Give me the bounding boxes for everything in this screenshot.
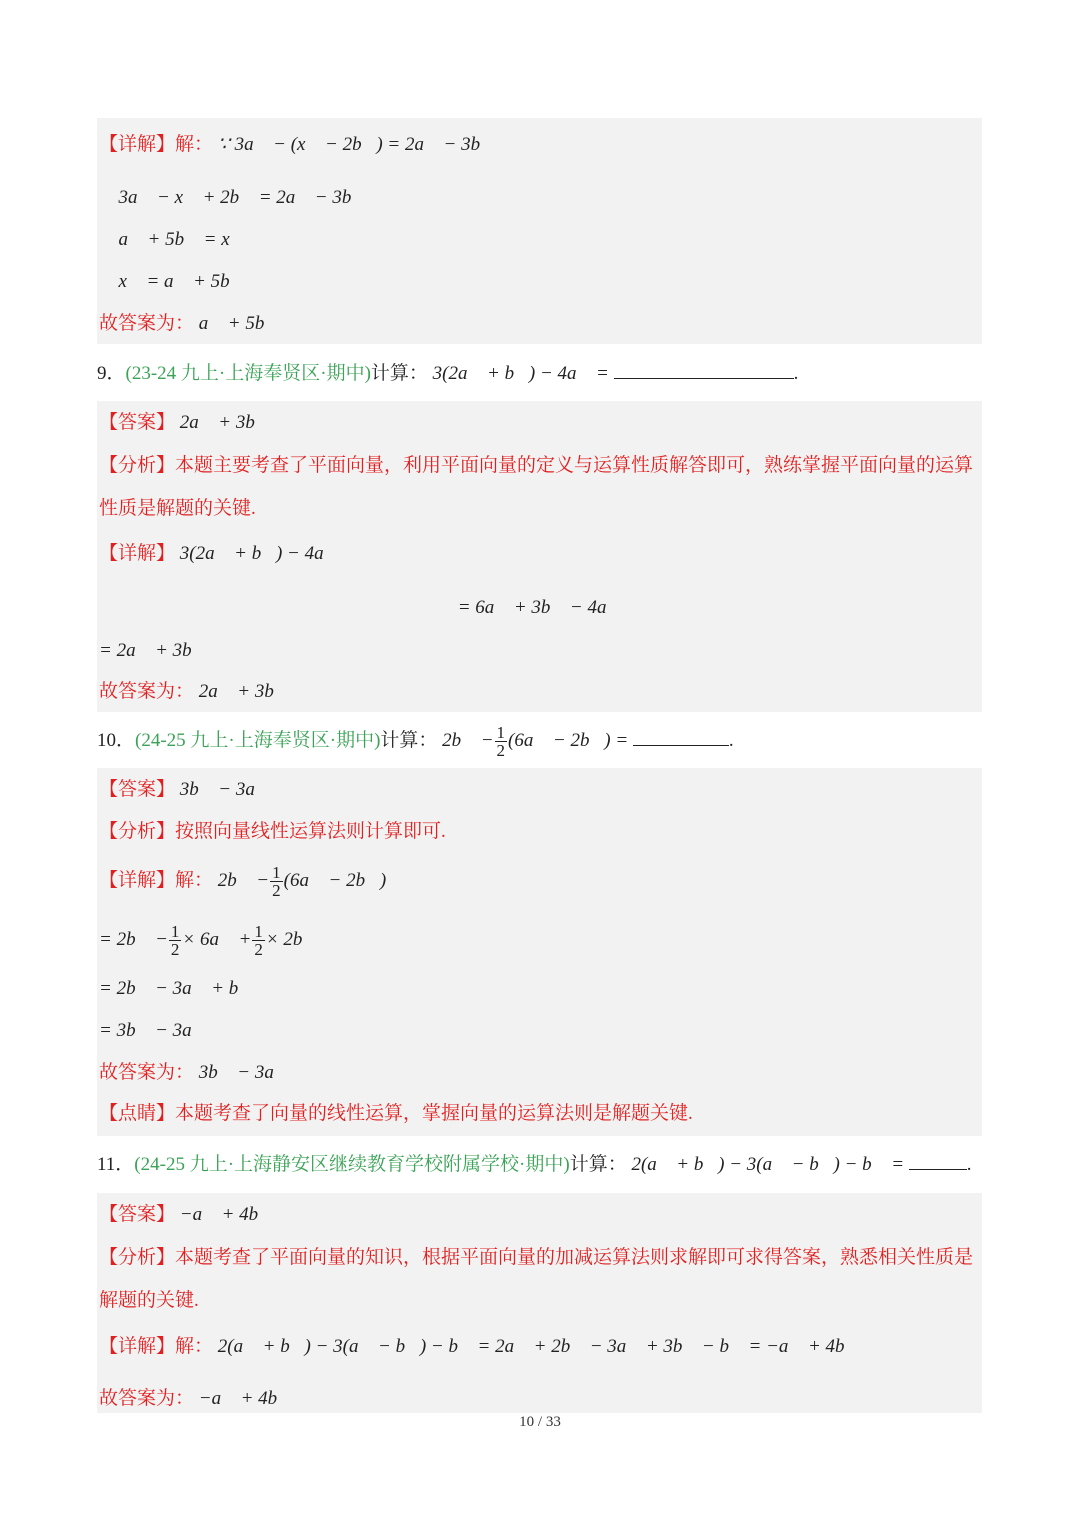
page-number: 10 / 33 (519, 1414, 561, 1430)
analysis-text: 本题考查了平面向量的知识，根据平面向量的加减运算法则求解即可求得答案，熟悉相关性质是解题的关键. (99, 1247, 974, 1311)
q10-comment (99, 1101, 693, 1127)
analysis-tag: 【分析】 (99, 1247, 176, 1268)
d2-c: × 2b⃗， (265, 928, 332, 950)
q9-step-3: = 2a⃗ + 3b⃗； (99, 640, 222, 661)
question-expression: 2(a⃗ + b⃗) − 3(a⃗ − b⃗) − b⃗ = (631, 1154, 905, 1175)
q10-step-4: = 3b⃗ − 3a⃗， (99, 1020, 222, 1041)
q11-analysis (99, 1236, 979, 1322)
q11-conclusion (99, 1386, 307, 1412)
q8-detail-line (99, 132, 495, 158)
q10-answer (99, 777, 270, 803)
question-number: 10． (97, 729, 136, 751)
analysis-tag: 【分析】 (99, 821, 176, 842)
question-source: (24-25 九上·上海奉贤区·期中) (135, 729, 381, 751)
fraction-half: $\frac{1}{2}$ (272, 863, 281, 900)
q9-analysis (99, 444, 979, 530)
detail-prefix: 解： (175, 869, 214, 891)
q9-step-1: 3(2a⃗ + b⃗) − 4a⃗ (179, 543, 339, 564)
answer-value: −a⃗ + 4b⃗ (179, 1204, 273, 1225)
q9-step-2: = 6a⃗ + 3b⃗ − 4a⃗ (457, 597, 622, 618)
q11-answer (99, 1202, 273, 1228)
question-prompt: 计算： (370, 363, 428, 384)
comment-tag: 【点睛】 (99, 1103, 176, 1124)
d2-a: = 2b⃗ − (99, 928, 168, 950)
answer-tag: 【答案】 (99, 779, 176, 800)
conclusion-label: 故答案为： (99, 1062, 195, 1083)
detail-prefix: 解： (175, 1336, 214, 1357)
d1-pre: 2b⃗ − (217, 869, 270, 891)
q10-step-2 (99, 923, 332, 958)
question-number: 11． (97, 1154, 135, 1175)
expr-pre: 2b⃗ − (442, 729, 494, 751)
q11-detail (99, 1334, 859, 1360)
conclusion-value: 3b⃗ − 3a⃗． (198, 1062, 304, 1083)
question-expression: 3(2a⃗ + b⃗) − 4a⃗ = (432, 363, 609, 384)
answer-tag: 【答案】 (99, 412, 176, 433)
q10-solution-box (97, 768, 982, 1136)
d1-post: (6a⃗ − 2b⃗)， (283, 869, 401, 891)
conclusion-label: 故答案为： (99, 681, 195, 702)
fraction-half: $\frac{1}{2}$ (170, 922, 180, 959)
q11-detail-expression: 2(a⃗ + b⃗) − 3(a⃗ − b⃗) − b⃗ = 2a⃗ + 2b⃗ − 3a⃗ + 3b⃗ − b⃗ = −a⃗ + 4b⃗ (217, 1336, 860, 1357)
fraction-half: $\frac{1}{2}$ (254, 922, 263, 959)
q9-detail (99, 541, 338, 567)
q10-detail (99, 864, 401, 899)
detail-tag: 【详解】 (99, 134, 176, 155)
answer-blank (909, 1151, 967, 1170)
detail-tag: 【详解】 (99, 869, 176, 891)
conclusion-value: 2a⃗ + 3b⃗． (198, 681, 304, 702)
q9-conclusion (99, 679, 303, 705)
question-prompt: 计算： (380, 729, 438, 751)
detail-tag: 【详解】 (99, 543, 176, 564)
expr-post: (6a⃗ − 2b⃗) = (508, 729, 629, 751)
fraction-half: $\frac{1}{2}$ (496, 723, 506, 760)
q9-question: 9．(23-24 九上·上海奉贤区·期中)计算： 3(2a⃗ + b⃗) − 4a⃗ = . (97, 360, 798, 387)
q9-solution-box (97, 401, 982, 712)
q8-solution-box (97, 118, 982, 344)
q10-question: 10．(24-25 九上·上海奉贤区·期中)计算： 2b⃗ − $\frac{1}{2}$ (6a⃗ − 2b⃗) = . (97, 723, 734, 760)
q8-step-3: ∴ a⃗ + 5b⃗ = x⃗ (99, 229, 245, 250)
q8-conclusion (99, 311, 279, 337)
analysis-text: 本题主要考查了平面向量，利用平面向量的定义与运算性质解答即可，熟练掌握平面向量的运算性质是解题的关键. (99, 455, 974, 519)
analysis-text: 按照向量线性运算法则计算即可. (175, 821, 446, 842)
answer-value: 3b⃗ − 3a⃗ (179, 779, 270, 800)
q8-step-4: ∴ x⃗ = a⃗ + 5b⃗ (99, 271, 245, 292)
q10-analysis (99, 819, 446, 845)
q11-solution-box (97, 1193, 982, 1413)
answer-tag: 【答案】 (99, 1204, 176, 1225)
q9-answer (99, 410, 270, 436)
d2-b: × 6a⃗ + (182, 928, 252, 950)
question-prompt: 计算： (569, 1154, 627, 1175)
detail-tag: 【详解】 (99, 1336, 176, 1357)
q8-step-2: ∴ 3a⃗ − x⃗ + 2b⃗ = 2a⃗ − 3b⃗ (99, 187, 367, 208)
detail-prefix: 解： (175, 134, 214, 155)
answer-blank (614, 360, 794, 379)
question-source: (23-24 九上·上海奉贤区·期中) (125, 363, 371, 384)
analysis-tag: 【分析】 (99, 455, 176, 476)
q10-step-3: = 2b⃗ − 3a⃗ + b⃗， (99, 978, 268, 999)
question-number: 9． (97, 363, 126, 384)
q8-step-1: ∵ 3a⃗ − (x⃗ − 2b⃗) = 2a⃗ − 3b⃗ (217, 134, 495, 155)
answer-value: 2a⃗ + 3b⃗ (179, 412, 270, 433)
answer-blank (633, 727, 729, 746)
comment-text: 本题考查了向量的线性运算，掌握向量的运算法则是解题关键. (175, 1103, 693, 1124)
conclusion-value: a⃗ + 5b⃗ (198, 313, 280, 334)
conclusion-value: −a⃗ + 4b⃗． (198, 1388, 307, 1409)
conclusion-label: 故答案为： (99, 1388, 195, 1409)
q11-question: 11．(24-25 九上·上海静安区继续教育学校附属学校·期中)计算： 2(a⃗ + b⃗) − 3(a⃗ − b⃗) − b⃗ = . (97, 1151, 972, 1178)
conclusion-label: 故答案为： (99, 313, 195, 334)
q10-conclusion (99, 1060, 303, 1086)
question-source: (24-25 九上·上海静安区继续教育学校附属学校·期中) (134, 1154, 570, 1175)
